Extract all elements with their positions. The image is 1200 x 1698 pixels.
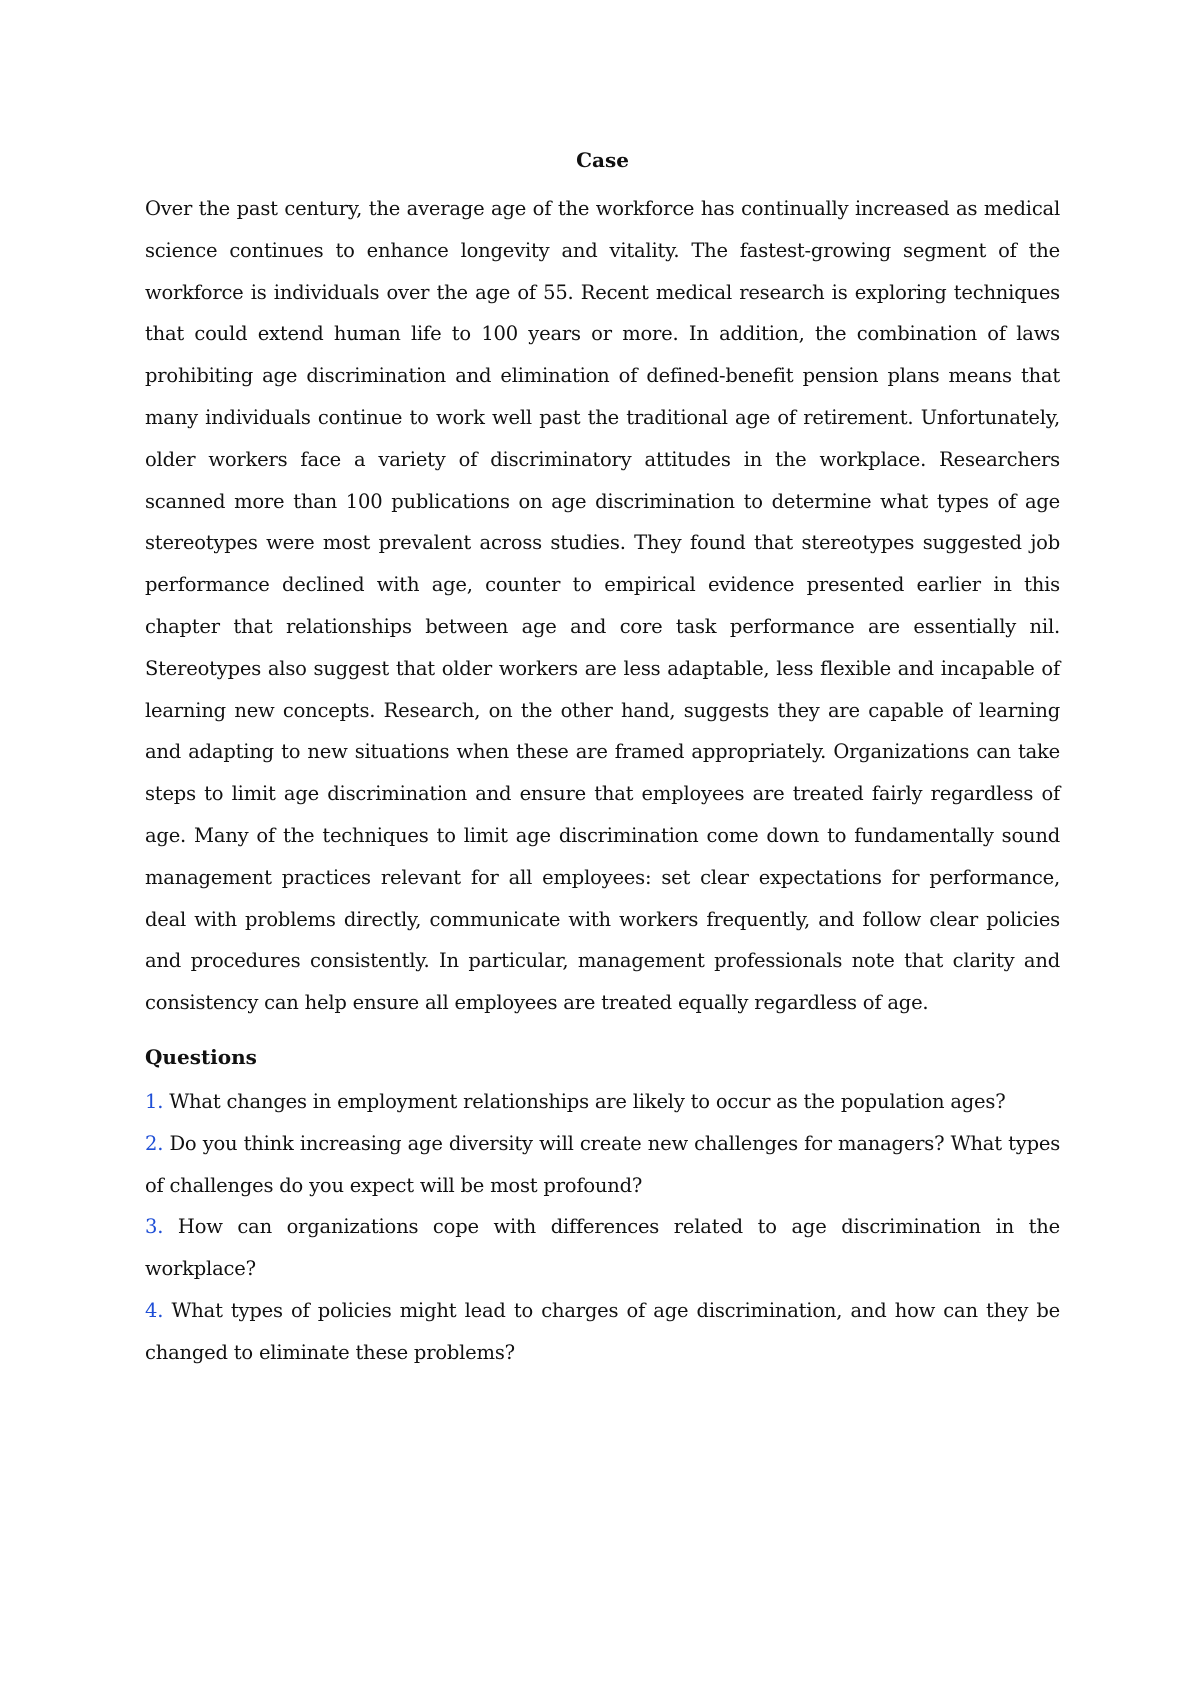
question-item-1: [145, 1081, 1060, 1123]
question-number: 3.: [145, 1215, 164, 1239]
question-text: Do you think increasing age diversity will create new challenges for managers? What types of challenges do you expect will be most profound?: [145, 1131, 1060, 1197]
document-page: [145, 138, 1060, 1374]
case-title: Case: [576, 148, 629, 172]
questions-heading: Questions: [145, 1044, 257, 1069]
question-text: What types of policies might lead to charges of age discrimination, and how can they be changed to eliminate these problems?: [145, 1298, 1061, 1364]
question-number: 2.: [145, 1131, 164, 1155]
question-text: How can organizations cope with differences related to age discrimination in the workplace?: [145, 1215, 1060, 1281]
question-number: 4.: [145, 1298, 164, 1322]
question-item-2: [145, 1123, 1060, 1207]
question-number: 1.: [145, 1089, 164, 1113]
case-body-paragraph: Over the past century, the average age of the workforce has continually increased as medical science continues to enhance longevity and vitality. The fastest-growing segment of the workforce is individuals over the age of 55. Recent medical research is exploring techniques that could extend human life to 100 years or more. In addition, the combination of laws prohibiting age discrimination and elimination of defined-benefit pension plans means that many individuals continue to work well past the traditional age of retirement. Unfortunately, older workers face a variety of discriminatory attitudes in the workplace. Researchers scanned more than 100 publications on age discrimination to determine what types of age stereotypes were most prevalent across studies. They found that stereotypes suggested job performance declined with age, counter to empirical evidence presented earlier in this chapter that relationships between age and core task performance are essentially nil. Stereotypes also suggest that older workers are less adaptable, less flexible and incapable of learning new concepts. Research, on the other hand, suggests they are capable of learning and adapting to new situations when these are framed appropriately. Organizations can take steps to limit age discrimination and ensure that employees are treated fairly regardless of age. Many of the techniques to limit age discrimination come down to fundamentally sound management practices relevant for all employees: set clear expectations for performance, deal with problems directly, communicate with workers frequently, and follow clear policies and procedures consistently. In particular, management professionals note that clarity and consistency can help ensure all employees are treated equally regardless of age.: [145, 197, 1060, 1015]
question-item-4: [145, 1290, 1060, 1374]
question-text: What changes in employment relationships are likely to occur as the population ages?: [169, 1089, 1006, 1113]
question-item-3: [145, 1206, 1060, 1290]
